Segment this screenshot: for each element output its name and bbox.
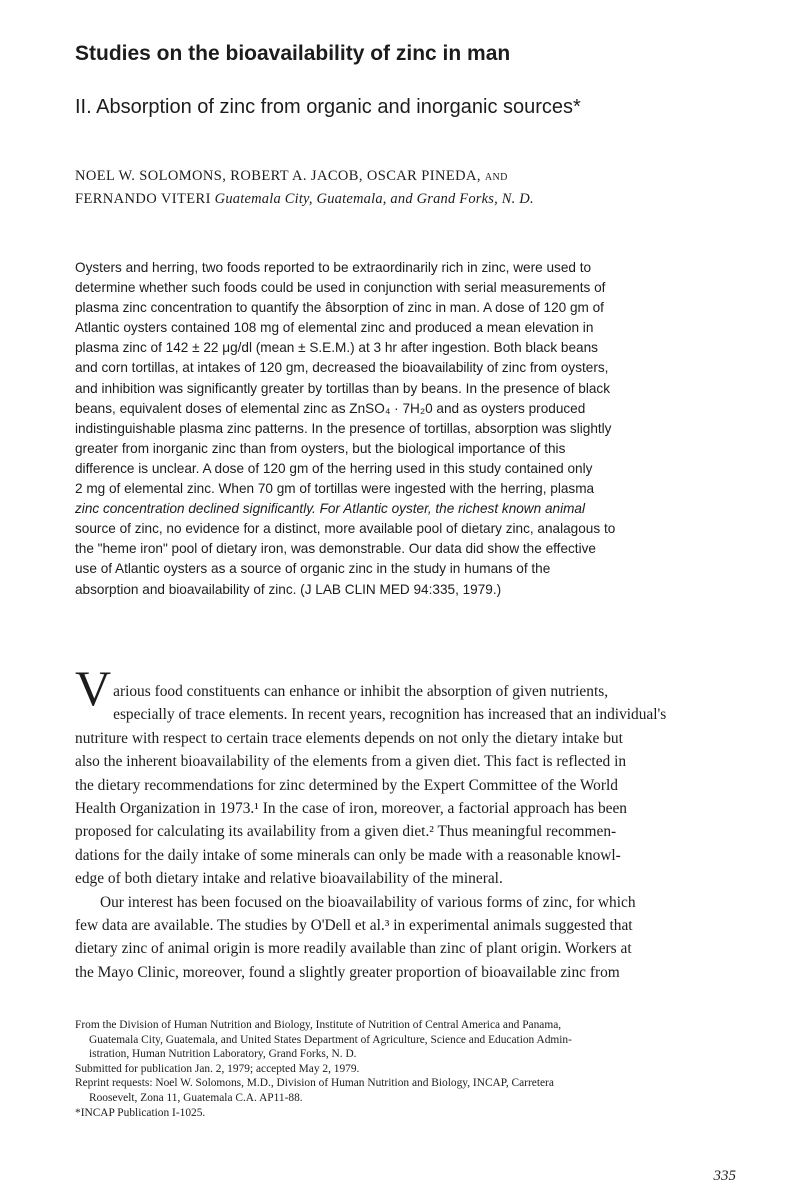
author-line-1: NOEL W. SOLOMONS, ROBERT A. JACOB, OSCAR PINEDA, and	[75, 168, 508, 184]
abstract-line: plasma zinc of 142 ± 22 μg/dl (mean ± S.E.M.) at 3 hr after ingestion. Both black beans	[75, 340, 598, 356]
abstract-line: and corn tortillas, at intakes of 120 gm, decreased the bioavailability of zinc from oysters,	[75, 360, 609, 376]
body-line: proposed for calculating its availability from a given diet.² Thus meaningful recommen-	[75, 823, 617, 841]
footnote-reprint-line: Reprint requests: Noel W. Solomons, M.D., Division of Human Nutrition and Biology, INCAP, Carretera	[75, 1077, 554, 1090]
abstract-line: greater from inorganic zinc than from oysters, but the biological importance of this	[75, 440, 566, 456]
author-line-2	[75, 188, 775, 211]
body-line: the Mayo Clinic, moreover, found a slightly greater proportion of bioavailable zinc from	[75, 963, 620, 981]
footnote-submitted: Submitted for publication Jan. 2, 1979; accepted May 2, 1979.	[75, 1062, 360, 1075]
abstract-line: zinc concentration declined significantly. For Atlantic oyster, the richest known animal	[75, 501, 586, 517]
drop-cap: V	[75, 660, 112, 716]
abstract-line: the "heme iron" pool of dietary iron, was demonstrable. Our data did show the effective	[75, 541, 596, 557]
abstract-line: absorption and bioavailability of zinc. (J LAB CLIN MED 94:335, 1979.)	[75, 581, 502, 597]
abstract-line: indistinguishable plasma zinc patterns. In the presence of tortillas, absorption was slightly	[75, 420, 612, 436]
footnote-affiliation-line: Guatemala City, Guatemala, and United States Department of Agriculture, Science and Education Admin-	[89, 1033, 572, 1046]
abstract-line: source of zinc, no evidence for a distinct, more available pool of dietary zinc, analagous to	[75, 521, 616, 537]
body-line: nutriture with respect to certain trace elements depends on not only the dietary intake but	[75, 729, 623, 747]
abstract-line: Atlantic oysters contained 108 mg of elemental zinc and produced a mean elevation in	[75, 320, 594, 336]
author-block	[75, 165, 775, 211]
abstract-line: determine whether such foods could be used in conjunction with serial measurements of	[75, 280, 606, 296]
footnote-incap: *INCAP Publication I-1025.	[75, 1106, 206, 1119]
abstract-line: Oysters and herring, two foods reported to be extraordinarily rich in zinc, were used to	[75, 260, 592, 275]
article-title: Studies on the bioavailability of zinc in man	[75, 42, 511, 65]
footnote-reprint-line: Roosevelt, Zona 11, Guatemala C.A. AP11-88.	[89, 1091, 303, 1104]
page-number: 335	[713, 1168, 736, 1184]
abstract-line: use of Atlantic oysters as a source of organic zinc in the study in humans of the	[75, 561, 551, 577]
footnote-affiliation-line: From the Division of Human Nutrition and Biology, Institute of Nutrition of Central America and Panama,	[75, 1019, 562, 1031]
author-name-viteri: FERNANDO VITERI	[75, 191, 211, 207]
body-line: Health Organization in 1973.¹ In the case of iron, moreover, a factorial approach has been	[75, 800, 628, 818]
abstract-line: 2 mg of elemental zinc. When 70 gm of tortillas were ingested with the herring, plasma	[75, 481, 595, 497]
body-line: dations for the daily intake of some minerals can only be made with a reasonable knowl-	[75, 846, 621, 864]
article-subtitle: II. Absorption of zinc from organic and inorganic sources*	[75, 96, 581, 118]
abstract-line: beans, equivalent doses of elemental zinc as ZnSO₄ · 7H₂0 and as oysters produced	[75, 400, 586, 416]
body-line: especially of trace elements. In recent years, recognition has increased that an individual's	[113, 706, 667, 724]
body-first-line: arious food constituents can enhance or inhibit the absorption of given nutrients,	[113, 683, 609, 700]
abstract-line: difference is unclear. A dose of 120 gm of the herring used in this study contained only	[75, 460, 593, 476]
body-line: Our interest has been focused on the bioavailability of various forms of zinc, for which	[100, 893, 636, 911]
body-text	[75, 660, 765, 984]
body-line: few data are available. The studies by O'Dell et al.³ in experimental animals suggested that	[75, 917, 633, 935]
body-line: also the inherent bioavailability of the elements from a given diet. This fact is reflected in	[75, 753, 627, 771]
abstract-line: and inhibition was significantly greater by tortillas than by beans. In the presence of black	[75, 380, 610, 396]
footnote-affiliation-line: istration, Human Nutrition Laboratory, Grand Forks, N. D.	[89, 1048, 357, 1061]
footnotes	[75, 1018, 765, 1120]
abstract-line: plasma zinc concentration to quantify the âbsorption of zinc in man. A dose of 120 gm of	[75, 300, 604, 316]
body-line: dietary zinc of animal origin is more readily available than zinc of plant origin. Workers at	[75, 940, 632, 958]
body-line: the dietary recommendations for zinc determined by the Expert Committee of the World	[75, 776, 618, 794]
author-location: Guatemala City, Guatemala, and Grand Forks, N. D.	[214, 191, 534, 207]
abstract	[75, 258, 755, 600]
body-line: edge of both dietary intake and relative bioavailability of the mineral.	[75, 870, 503, 888]
